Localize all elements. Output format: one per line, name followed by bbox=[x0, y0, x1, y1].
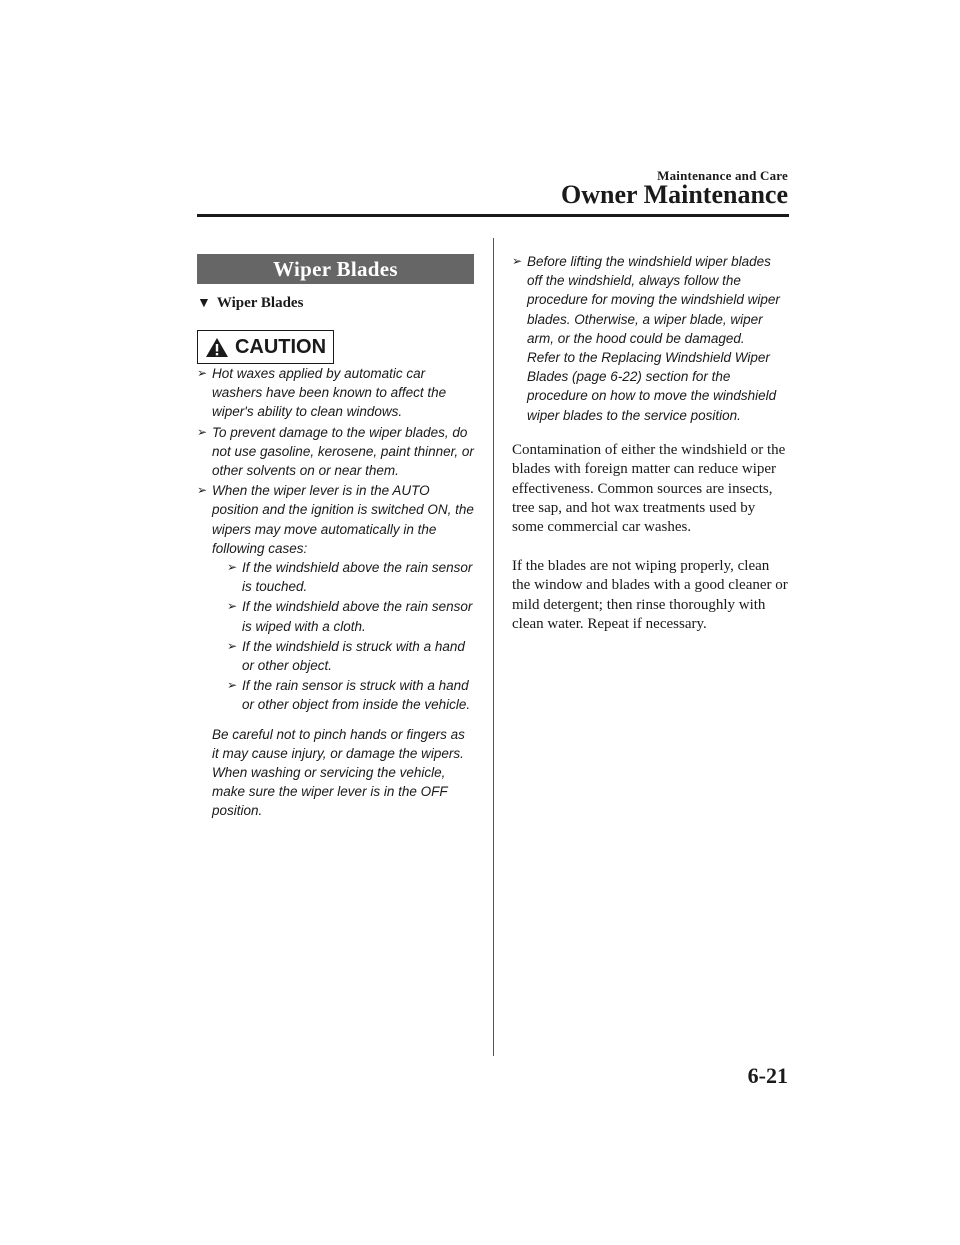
subheading-text: Wiper Blades bbox=[216, 295, 304, 311]
sub-list bbox=[212, 558, 474, 715]
arrow-bullet-icon: ➢ bbox=[512, 254, 523, 268]
triangle-down-icon: ▼ bbox=[197, 295, 211, 311]
caution-label: CAUTION bbox=[234, 335, 327, 358]
column-divider bbox=[493, 238, 494, 1056]
arrow-bullet-icon: ➢ bbox=[197, 483, 208, 498]
arrow-bullet-icon: ➢ bbox=[227, 638, 238, 653]
list-item: ➢ If the windshield above the rain sensor is wiped with a cloth. bbox=[227, 599, 473, 634]
page-number: 6-21 bbox=[747, 1063, 788, 1088]
warning-icon bbox=[205, 337, 229, 358]
arrow-bullet-icon: ➢ bbox=[227, 678, 238, 693]
header-section-label: Maintenance and Care bbox=[657, 168, 788, 183]
caution-note: Be careful not to pinch hands or fingers as it may cause injury, or damage the wipers. When washing or servicing the vehicle, make sure the wiper lever is in the OFF position. bbox=[212, 726, 465, 819]
section-banner: Wiper Blades bbox=[197, 254, 474, 284]
body-paragraph: Contamination of either the windshield or the blades with foreign matter can reduce wiper effectiveness. Common sources are insects, tree sap, and hot wax treatments used by some commercial car washes. bbox=[512, 441, 786, 536]
list-item: ➢ Hot waxes applied by automatic car washers have been known to affect the wiper's ability to clean windows. bbox=[197, 366, 447, 420]
list-item: ➢ When the wiper lever is in the AUTO position and the ignition is switched ON, the wipers may move automatically in the following cases: ➢ If the windshield above the rain sensor is touched. ➢ If the windshield above the rain sensor is wiped with a cloth. ➢ If the windshield is struck with a hand or other object. ➢ If the rain sensor is struck with a hand or other object from inside the vehicle. Be careful not to pinch hands or fingers as it may cause injury, or damage the wipers. When washing or servicing the vehicle, make sure the wiper lever is in the OFF position. bbox=[197, 481, 474, 820]
arrow-bullet-icon: ➢ bbox=[197, 424, 208, 439]
list-item: ➢ To prevent damage to the wiper blades, do not use gasoline, kerosene, paint thinner, or other solvents on or near them. bbox=[197, 424, 474, 479]
arrow-bullet-icon: ➢ bbox=[197, 366, 208, 380]
left-column bbox=[197, 254, 474, 822]
arrow-bullet-icon: ➢ bbox=[227, 599, 238, 614]
list-item: ➢ If the windshield above the rain sensor is touched. bbox=[227, 560, 473, 595]
list-item: ➢ If the rain sensor is struck with a hand or other object from inside the vehicle. bbox=[227, 678, 471, 713]
list-item: ➢ Before lifting the windshield wiper blades off the windshield, always follow the procedure for moving the windshield wiper blades. Otherwise, a wiper blade, wiper arm, or the hood could be damaged. Refer to the Replacing Windshield Wiper Blades (page 6-22) section for the procedure on how to move the windshield wiper blades to the service position. bbox=[512, 254, 780, 423]
header-rule bbox=[197, 214, 789, 217]
body-paragraph: If the blades are not wiping properly, clean the window and blades with a good cleaner or mild detergent; then rinse thoroughly with clean water. Repeat if necessary. bbox=[512, 557, 788, 633]
arrow-bullet-icon: ➢ bbox=[227, 560, 238, 575]
right-column bbox=[512, 252, 789, 634]
list-item: ➢ If the windshield is struck with a hand or other object. bbox=[227, 638, 465, 674]
header-chapter-title: Owner Maintenance bbox=[561, 180, 788, 209]
cross-reference: Refer to the Replacing Windshield Wiper Blades (page 6-22) section for the procedure on how to move the windshield wiper blades to the service position. bbox=[527, 350, 777, 423]
subheading bbox=[197, 295, 474, 312]
caution-box bbox=[197, 330, 334, 364]
caution-list bbox=[197, 364, 474, 821]
caution-list-continued bbox=[512, 252, 789, 425]
